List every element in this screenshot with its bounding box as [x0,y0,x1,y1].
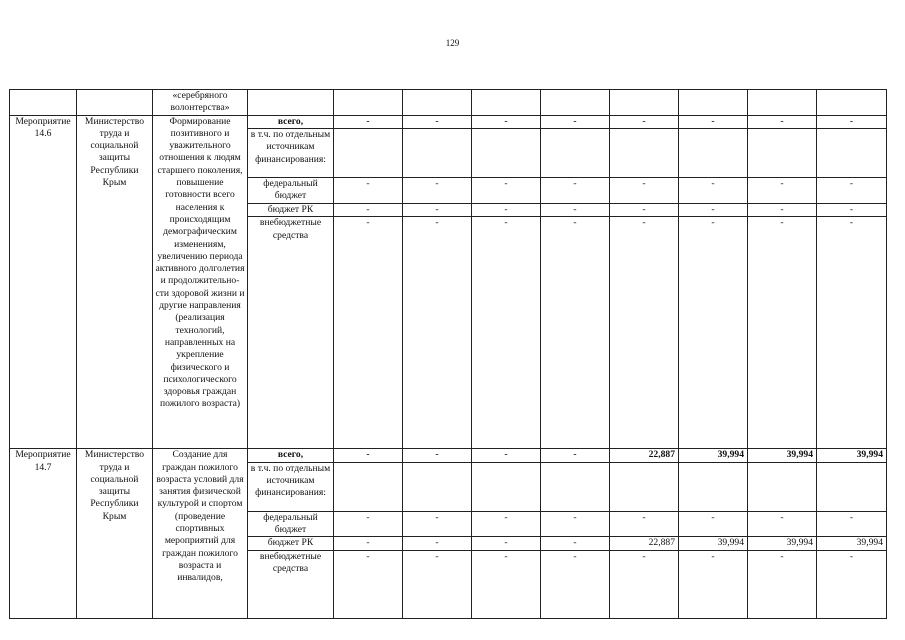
value-cell [403,129,472,178]
value-cell: - [817,511,887,537]
value-cell: - [748,511,817,537]
value-cell: - [472,203,541,216]
value-cell: - [679,550,748,618]
value-cell: - [610,511,679,537]
value-cell [472,129,541,178]
funding-source: федеральный бюджет [248,511,334,537]
value-cell: - [541,449,610,462]
value-cell [748,129,817,178]
value-cell: - [403,449,472,462]
value-cell: - [817,115,887,128]
funding-source: всего, [248,115,334,128]
budget-table [9,89,887,619]
value-cell: - [610,217,679,449]
carryover-row [10,90,887,116]
value-cell [817,462,887,511]
value-cell [679,462,748,511]
value-cell: - [403,537,472,550]
funding-source: внебюджетные средства [248,217,334,449]
value-cell: - [403,203,472,216]
value-cell: 39,994 [679,537,748,550]
value-cell: - [541,115,610,128]
empty-cell [10,90,77,116]
value-cell: - [679,203,748,216]
value-cell: - [334,217,403,449]
value-cell [817,129,887,178]
table-body [10,90,887,619]
value-cell: - [541,203,610,216]
value-cell: - [610,115,679,128]
value-cell: - [472,511,541,537]
empty-cell [472,90,541,116]
funding-source: федеральный бюджет [248,178,334,204]
value-cell: - [403,115,472,128]
table-row [10,449,887,462]
value-cell: - [610,203,679,216]
value-cell: - [541,550,610,618]
value-cell: 39,994 [817,449,887,462]
value-cell: - [334,178,403,204]
value-cell [403,462,472,511]
measure-id: Мероприятие 14.6 [10,115,77,449]
value-cell [610,462,679,511]
empty-cell [817,90,887,116]
value-cell: - [748,203,817,216]
measure-description: Создание для граждан пожилого возраста условий для занятия физической культурой и спортом (проведение спортивных мероприятий для граждан пожилого возраста и инвалидов, [153,449,248,619]
empty-cell [77,90,153,116]
value-cell: - [472,217,541,449]
value-cell: - [472,537,541,550]
measure-executor: Министерство труда и социальной защиты Республики Крым [77,115,153,449]
value-cell: - [403,217,472,449]
empty-cell [248,90,334,116]
value-cell: - [679,217,748,449]
value-cell: - [817,178,887,204]
value-cell: - [748,178,817,204]
value-cell [610,129,679,178]
value-cell: - [541,178,610,204]
value-cell: - [403,511,472,537]
value-cell [679,129,748,178]
value-cell: - [679,511,748,537]
value-cell: - [403,178,472,204]
value-cell: - [541,511,610,537]
value-cell: - [817,550,887,618]
value-cell: - [334,203,403,216]
empty-cell [541,90,610,116]
funding-source: всего, [248,449,334,462]
value-cell: - [541,217,610,449]
value-cell: - [748,217,817,449]
value-cell: - [541,537,610,550]
value-cell: - [334,511,403,537]
funding-source: бюджет РК [248,203,334,216]
value-cell: 39,994 [817,537,887,550]
carryover-description: «серебряного волонтерства» [153,90,248,116]
value-cell: - [817,203,887,216]
value-cell: - [610,178,679,204]
value-cell: - [472,178,541,204]
value-cell: - [679,178,748,204]
page-number: 129 [445,38,460,48]
empty-cell [748,90,817,116]
value-cell [748,462,817,511]
value-cell: 22,887 [610,449,679,462]
value-cell: - [334,550,403,618]
value-cell [472,462,541,511]
value-cell: - [403,550,472,618]
measure-id: Мероприятие 14.7 [10,449,77,619]
value-cell: - [817,217,887,449]
empty-cell [679,90,748,116]
value-cell: 22,887 [610,537,679,550]
empty-cell [610,90,679,116]
value-cell [541,462,610,511]
funding-source: в т.ч. по отдельным источникам финансирования: [248,129,334,178]
value-cell: - [334,537,403,550]
measure-description: Формирование позитивного и уважительного отношения к людям старшего поколения, повышение готовности всего населения к происходящим демографическим изменениям, увеличению периода активного долголетия и продолжительно-сти здоровой жизни и другие направления (реализация технологий, направленных на укрепление физического и психологического здоровья граждан пожилого возраста) [153,115,248,449]
value-cell: - [679,115,748,128]
value-cell: - [472,550,541,618]
funding-source: внебюджетные средства [248,550,334,618]
empty-cell [334,90,403,116]
value-cell [334,462,403,511]
value-cell: - [748,550,817,618]
value-cell [334,129,403,178]
value-cell: 39,994 [748,449,817,462]
funding-source: в т.ч. по отдельным источникам финансирования: [248,462,334,511]
value-cell [541,129,610,178]
measure-executor: Министерство труда и социальной защиты Республики Крым [77,449,153,619]
value-cell: - [472,449,541,462]
value-cell: 39,994 [679,449,748,462]
empty-cell [403,90,472,116]
funding-source: бюджет РК [248,537,334,550]
value-cell: - [610,550,679,618]
table-row [10,115,887,128]
value-cell: - [334,115,403,128]
value-cell: - [334,449,403,462]
value-cell: 39,994 [748,537,817,550]
value-cell: - [748,115,817,128]
value-cell: - [472,115,541,128]
